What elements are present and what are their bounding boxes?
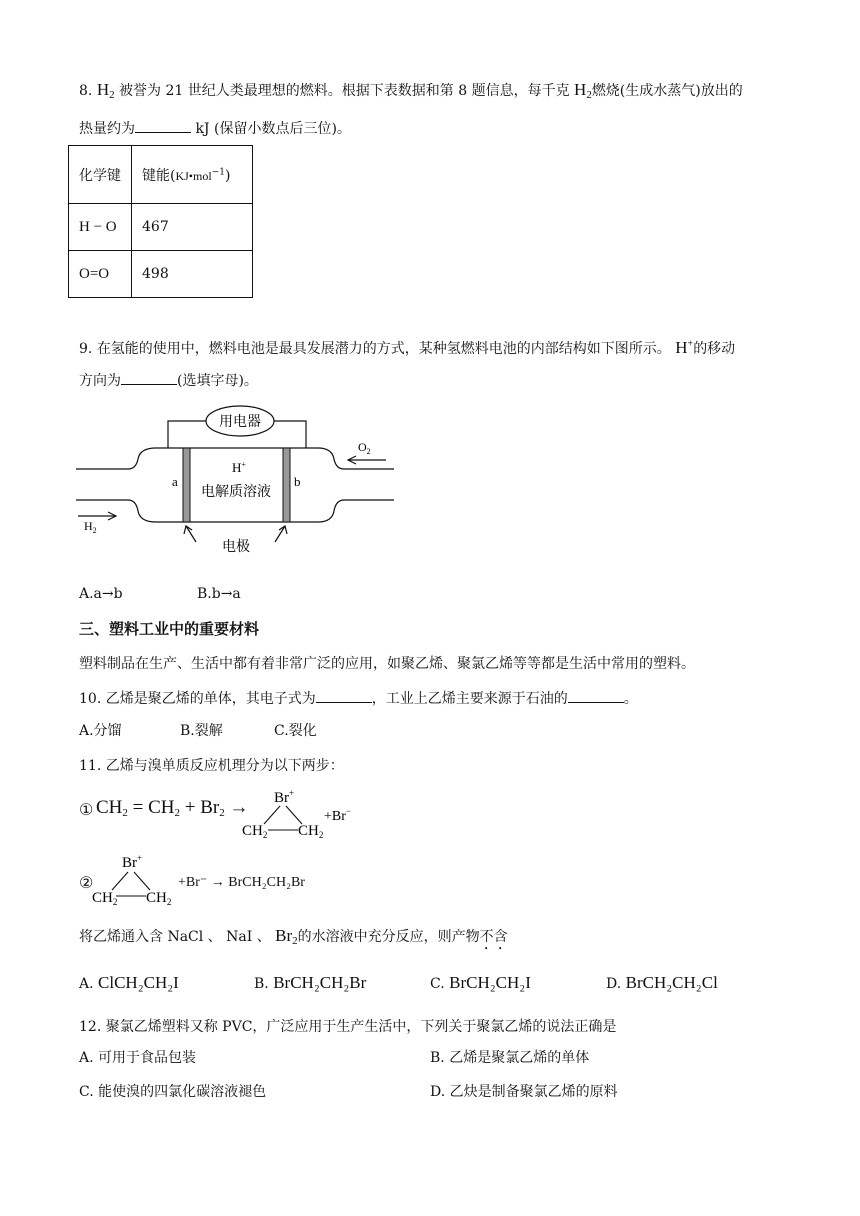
q10-text: 10. 乙烯是聚乙烯的单体，其电子式为 ，工业上乙烯主要来源于石油的 。 (79, 691, 638, 707)
step1-mark: ① (79, 800, 94, 819)
table-header: 化学键 (69, 146, 132, 204)
q12-option-a[interactable]: A. 可用于食品包装 (79, 1050, 197, 1066)
svg-text:Br+: Br+ (122, 853, 143, 871)
q9-line2: 方向为 (选填字母)。 (79, 373, 258, 389)
q11-text: 11. 乙烯与溴单质反应机理分为以下两步： (79, 758, 344, 774)
o2-label: $O_2$ (358, 440, 371, 456)
table-cell: H − O (69, 204, 132, 251)
table-cell: O=O (69, 251, 132, 298)
q10-option-a[interactable]: A.分馏 (79, 723, 122, 739)
svg-text:CH2: $CH_2$ (146, 890, 172, 907)
q8-line2: 热量约为 kJ (保留小数点后三位)。 (79, 121, 351, 137)
step1-reactants: $CH_2 = CH_2 + Br_2$ → (96, 797, 249, 819)
svg-text:CH2: $CH_2$ (92, 890, 118, 907)
svg-text:+Br−: +Br− (324, 806, 351, 824)
q9-option-b[interactable]: B.b→a (197, 586, 241, 602)
q10-option-b[interactable]: B.裂解 (180, 723, 223, 739)
table-cell: 498 (132, 251, 253, 298)
h2-formula: $H_2$ (96, 80, 115, 101)
q12-text: 12. 聚氯乙烯塑料又称 PVC，广泛应用于生产生活中，下列关于聚氯乙烯的说法正确是 (79, 1019, 617, 1035)
q11-option-c[interactable]: C. BrCH₂CH₂I (430, 973, 531, 992)
svg-text:CH2: $CH_2$ (298, 823, 324, 840)
device-label: 用电器 (219, 415, 261, 430)
electrode-a-label: a (172, 474, 178, 489)
q12-option-d[interactable]: D. 乙炔是制备聚氯乙烯的原料 (430, 1084, 618, 1100)
electrode-label: 电极 (222, 540, 250, 555)
h2-label: $H_2$ (84, 519, 97, 535)
electrode-b-label: b (294, 474, 301, 489)
bond-energy-table (68, 145, 253, 298)
q9-line1: 9. 在氢能的使用中，燃料电池是最具发展潜力的方式，某种氢燃料电池的内部结构如下图所示。 H+的移动 (79, 338, 736, 357)
answer-blank[interactable] (316, 690, 372, 703)
h2-formula: $H_2$ (574, 80, 592, 101)
q11-option-d[interactable]: D. BrCH₂CH₂Cl (606, 973, 718, 992)
answer-blank[interactable] (568, 690, 624, 703)
q9-option-a[interactable]: A.a→b (79, 586, 123, 602)
section-title: 三、塑料工业中的重要材料 (79, 620, 260, 638)
table-header: 键能(KJ•mol$^{-1}$) (132, 146, 253, 204)
hplus-label: H+ (232, 460, 246, 475)
h-plus: H+ (675, 338, 694, 357)
table-cell: 467 (132, 204, 253, 251)
bromonium-ion-1 (236, 784, 366, 842)
q8-line1: 8. $H_2$ 被誉为 21 世纪人类最理想的燃料。根据下表数据和第 8 题信息，每千克 $H_2$燃烧(生成水蒸气)放出的 (79, 80, 743, 101)
q11-option-b[interactable]: B. BrCH₂CH₂Br (254, 973, 367, 992)
answer-blank[interactable] (135, 120, 191, 133)
bromonium-ion-2 (92, 848, 178, 908)
step2-mark: ② (79, 873, 94, 892)
section-intro: 塑料制品在生产、生活中都有着非常广泛的应用，如聚乙烯、聚氯乙烯等等都是生活中常用的塑料。 (79, 656, 695, 672)
step2-products: +Br⁻ → BrCH₂CH₂Br (178, 875, 305, 890)
electrode-a (183, 448, 190, 522)
svg-text:Br+: Br+ (274, 788, 295, 806)
q11-question: 将乙烯通入含 NaCl 、 NaI 、 $Br_2$的水溶液中充分反应，则产物不含 (79, 926, 508, 947)
q12-option-c[interactable]: C. 能使溴的四氯化碳溶液褪色 (79, 1084, 267, 1100)
q10-option-c[interactable]: C.裂化 (274, 723, 317, 739)
answer-blank[interactable] (121, 372, 177, 385)
svg-text:CH2: $CH_2$ (242, 823, 268, 840)
electrode-b (283, 448, 290, 522)
fuel-cell-diagram (76, 404, 406, 564)
q11-option-a[interactable]: A. ClCH₂CH₂I (79, 973, 179, 992)
q12-option-b[interactable]: B. 乙烯是聚氯乙烯的单体 (430, 1050, 590, 1066)
electrolyte-label: 电解质溶液 (201, 485, 271, 500)
